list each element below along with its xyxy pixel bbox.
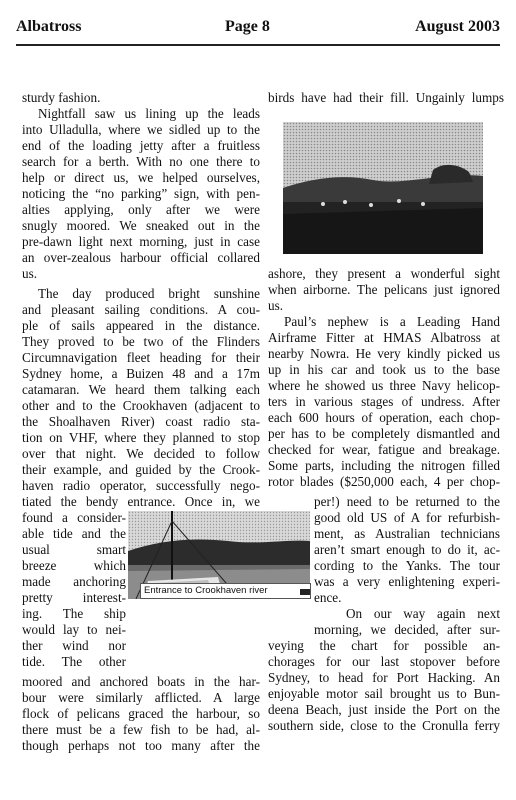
text-line: catamaran. We heard them talking each [22,382,260,397]
text-line: us. [22,266,38,281]
text-line: They proved to be two of the Flinders [22,334,260,349]
pelicans-photo-image [283,122,483,254]
text-line: pre-dawn light next morning, just in case [22,234,260,249]
text-line: where he showed us three Navy helicop- [268,378,500,393]
text-line: bour were similarly afflicted. A large [22,690,260,705]
text-line: moored and anchored boats in the har- [22,674,260,689]
text-line: flock of pelicans graced the harbour, so [22,706,260,721]
text-line: enjoyable motor sail brought us to Bun- [268,686,500,701]
text-line: ence. [314,590,342,605]
text-line: noticing the “no parking” sign, with pen- [22,186,260,201]
header-rule [16,44,500,46]
text-line: rotor blades ($250,000 each, 4 per chop- [268,474,500,489]
text-line: pretty interest- [22,590,126,605]
text-line: ters in various stages of undress. After [268,394,500,409]
text-line: able tide and the [22,526,126,541]
text-line: an over-zealous harbour official collared [22,250,260,265]
text-line: ther wind nor [22,638,126,653]
text-line: there must be a few fish to be had, al- [22,722,260,737]
text-line: and pleasant sailing conditions. A cou- [22,302,260,317]
text-line: the Shoalhaven River) coast radio sta- [22,414,260,429]
text-line: aren’t smart enough to do it, ac- [314,542,500,557]
text-line: cording to the Yanks. The tour [314,558,500,573]
text-line: would lay to nei- [22,622,126,637]
text-line: found a consider- [22,510,126,525]
text-line: nearby Nowra. He very kindly picked us [268,346,500,361]
text-line: tion on VHF, where they planned to stop [22,430,260,445]
text-line: sturdy fashion. [22,90,101,105]
text-line: search for a berth. With no one there to [22,154,260,169]
text-line: end of the loading jetty after a fruitless [22,138,260,153]
text-line: Some parts, including the nitrogen filled [268,458,500,473]
text-line: chorages for our last stopover before [268,654,500,669]
text-line: deena Beach, just inside the Port on the [268,702,500,717]
text-line: over that night. We decided to follow [22,446,260,461]
text-line: their example, and guided by the Crook- [22,462,260,477]
text-line: when airborne. The pelicans just ignored [268,282,500,297]
text-line: tiated the bendy entrance. Once in, we [22,494,260,509]
text-line: usual smart [22,542,126,557]
text-line: ing. The ship [22,606,126,621]
text-line: us. [268,298,284,313]
caption-mark [300,589,310,595]
text-line: other and to the Crookhaven (adjacent to [22,398,260,413]
text-line: Sydney, to head for Port Hacking. An [268,670,500,685]
text-line: The day produced bright sunshine [38,286,260,301]
text-line: help or direct us, we helped ourselves, [22,170,260,185]
text-line: breeze which [22,558,126,573]
text-line: southern side, close to the Cronulla ferry [268,718,500,733]
text-line: snugly moored. We sneaked out in the [22,218,260,233]
text-line: Paul’s nephew is a Leading Hand [284,314,500,329]
page-number: Page 8 [225,18,270,35]
text-line: ashore, they present a wonderful sight [268,266,500,281]
text-line: Airframe Fitter at HMAS Albatross at [268,330,500,345]
text-line: On our way again next [346,606,500,621]
text-line: checked for wear, fatigue and breakage. [268,442,500,457]
text-line: per!) need to be returned to the [314,494,500,509]
text-line: made anchoring [22,574,126,589]
text-line: birds have had their fill. Ungainly lumps [268,90,504,105]
text-line: up in his car and took us to the base [268,362,500,377]
pelicans-photo [283,122,483,254]
text-line: ment, as Australian technicians [314,526,500,541]
page-header [16,18,500,40]
text-line: each 600 hours of operation, each chop- [268,410,500,425]
text-line: was a very enlightening experi- [314,574,500,589]
text-line: into Ulladulla, where we sidled up to the [22,122,260,137]
text-line: good old US of A for refurbish- [314,510,500,525]
text-line: per has to be completely dismantled and [268,426,500,441]
photo-caption: Entrance to Crookhaven river [140,583,311,599]
text-line: though perhaps not too many after the [22,738,260,753]
text-line: Sydney home, a Buizen 48 and a 17m [22,366,260,381]
text-line: tide. The other [22,654,126,669]
text-line: haven radio operator, successfully nego- [22,478,260,493]
text-line: morning, we decided, after sur- [314,622,500,637]
issue-date: August 2003 [415,18,500,35]
text-line: ple of sails appeared in the distance. [22,318,260,333]
text-line: alties applying, only after we were [22,202,260,217]
text-line: Nightfall saw us lining up the leads [38,106,260,121]
text-line: Circumnavigation fleet heading for their [22,350,260,365]
text-line: veying the chart for possible an- [268,638,500,653]
publication-name: Albatross [16,18,82,35]
